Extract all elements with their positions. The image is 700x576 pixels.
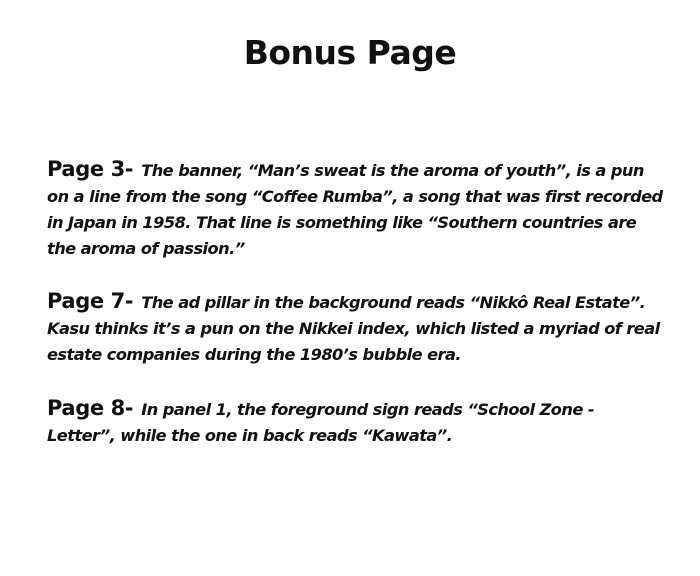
note-text: The ad pillar in the background reads “Nikkô Real Estate”. Kasu thinks it’s a pun on the Nikkei index, which listed a myriad of real estate companies during the 1980’s bubble era.: [47, 293, 660, 364]
note-page-7: [47, 288, 665, 368]
note-heading: Page 3-: [47, 157, 134, 181]
note-heading: Page 8-: [47, 396, 134, 420]
note-page-3: [47, 156, 665, 262]
note-text: In panel 1, the foreground sign reads “School Zone - Letter”, while the one in back reads “Kawata”.: [47, 400, 595, 445]
page-title: Bonus Page: [243, 33, 457, 72]
note-page-8: [47, 395, 665, 449]
note-text: The banner, “Man’s sweat is the aroma of youth”, is a pun on a line from the song “Coffee Rumba”, a song that was first recorded in Japan in 1958. That line is something like “Southern countries are the aroma of passion.”: [47, 161, 663, 258]
note-heading: Page 7-: [47, 289, 134, 313]
